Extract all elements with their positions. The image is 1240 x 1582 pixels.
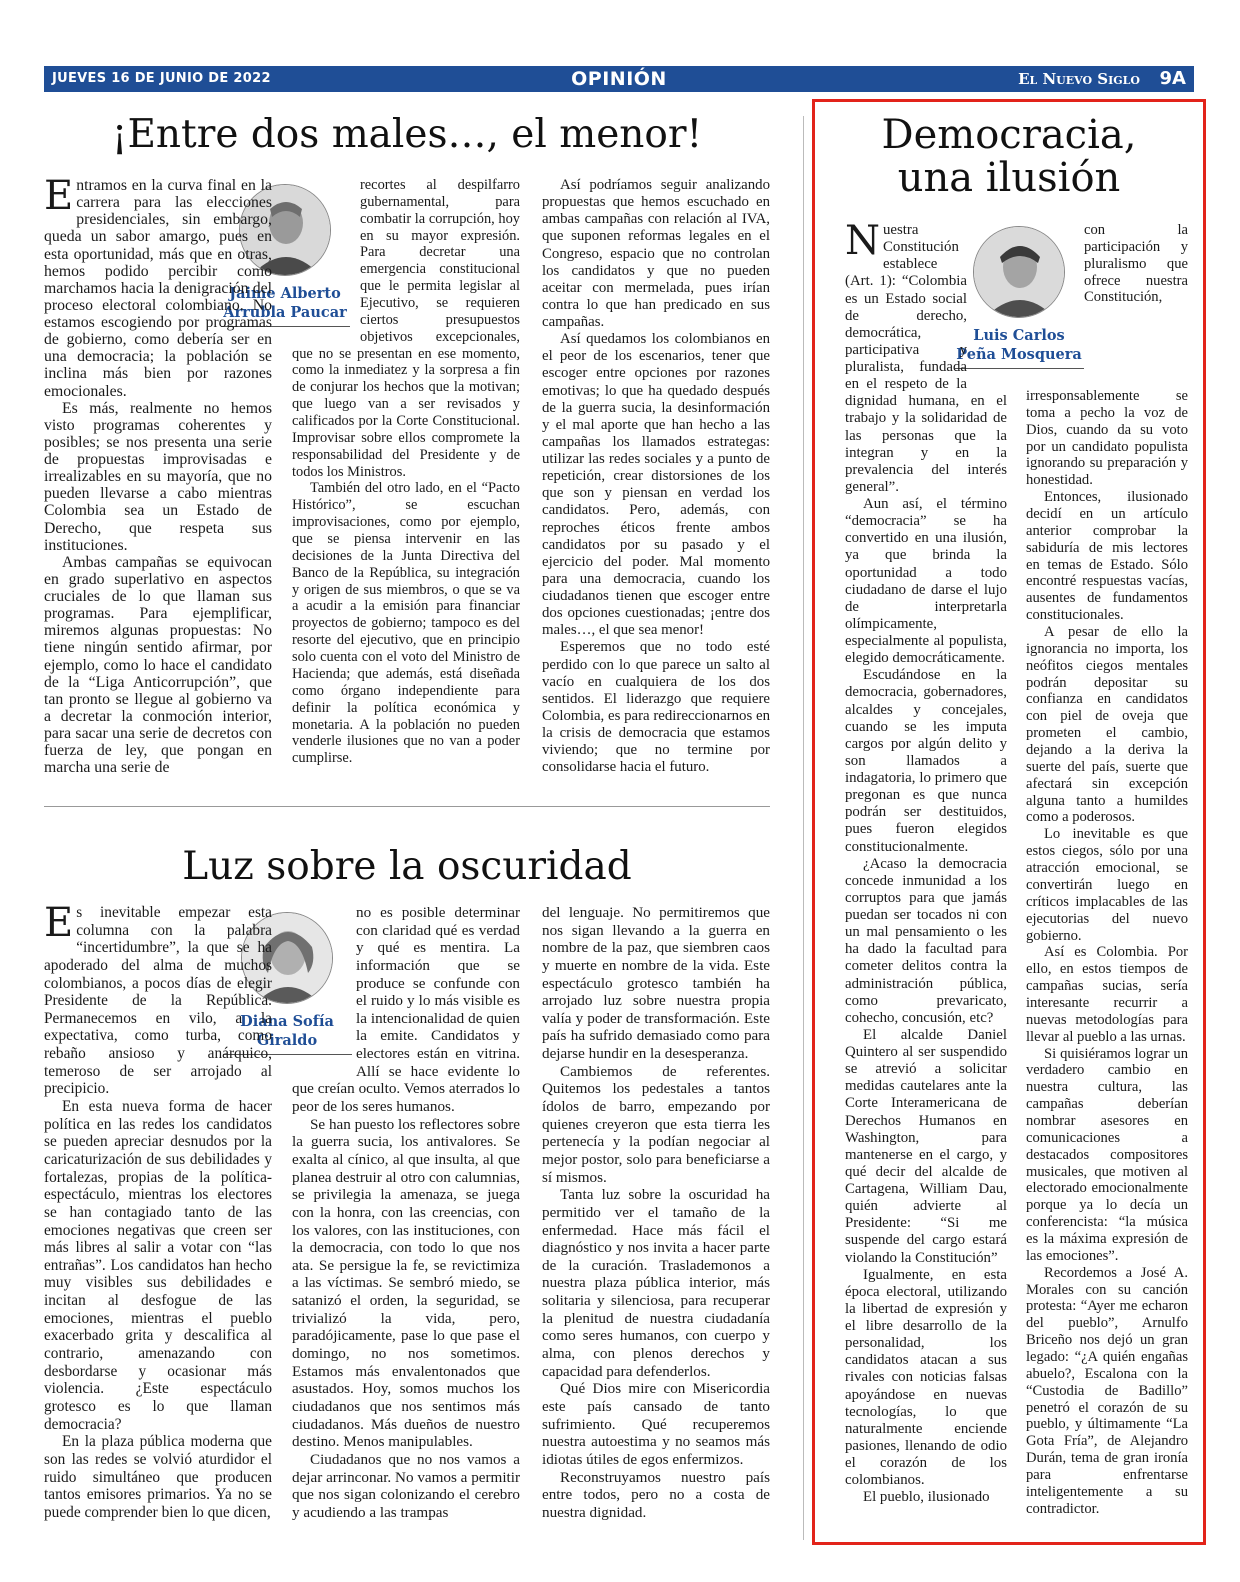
author-wrap-space xyxy=(292,904,356,1074)
author-name-line2: Arrubla Paucar xyxy=(223,304,347,321)
paragraph: El alcalde Daniel Quintero al ser suspendido se atrevió a solicitar medidas cautelares ante la Corte Interamericana de Derechos Humanos en Washington, para mantenerse en el cargo, y qué decir del alcalde de Cartagena, William Dau, quién advierte al Presidente: “Si me suspende del cargo estará violando la Constitución” xyxy=(845,1026,1007,1266)
paragraph: del lenguaje. No permitiremos que nos sigan llevando a la guerra en nombre de la paz, que siembren caos y muerte en nombre de la vida. Este espectáculo grotesco también ha arrojado luz sobre nuestra propia valía y poder de transformación. Este país ha sufrido demasiado como para dejarse hundir en la desesperanza. xyxy=(542,904,770,1063)
article2-column-3 xyxy=(542,904,770,1524)
paragraph: Así podríamos seguir analizando propuestas que hemos escuchado en ambas campañas con relación al IVA, que suponen reformas legales en el Congreso, espacio que no controlan los candidatos y que no pueden aceitar con mermelada, pues irían contra lo que han predicado en sus campañas. xyxy=(542,177,770,330)
paragraph: El pueblo, ilusionado xyxy=(863,1489,990,1506)
article2-column-1 xyxy=(44,904,272,1524)
paragraph: En esta nueva forma de hacer política en las redes los candidatos se pueden apreciar desnudos por la caricaturización de sus debilidades y fortalezas, propias de la política-espectáculo, mientras los electores se han contagiado tanto de las emociones negativas que creen ser más libres al salir a votar con “las entrañas”. Los candidatos han hecho muy visibles sus debilidades e incitan al desfogue de las emociones, mientras el pueblo exacerbado grita y descalifica al contrario, amenazando con desbordarse y ocasionar más violencia. ¿Este espectáculo grotesco es lo que llaman democracia? xyxy=(44,1098,272,1433)
paragraph: A pesar de ello la ignorancia no importa, los neófitos ciegos mentales podrán depositar su confianza en candidatos con piel de oveja que prometen el cambio, dejando a la deriva la suerte del país, suerte que afectará sin excepción alguna tanto a humildes como a poderosos. xyxy=(1026,624,1188,826)
paragraph-text: ntramos en la curva final en la carrera para las elecciones presidenciales, sin embargo, queda un sabor amargo, pues en esta oportunidad, más que en otras, hemos podido percibir como marchamos hacia la denigración del proceso electoral colombiano. No estamos escogiendo por programas de gobierno, como debería ser en una democracia; la población se inclina más bien por razones emocionales. xyxy=(44,177,272,400)
author-wrap-space xyxy=(292,177,360,339)
paragraph: Tanta luz sobre la oscuridad ha permitido ver el tamaño de la enfermedad. Hace más fácil el diagnóstico y nos invita a hacer parte de la curación. Traslademonos a nuestra plaza pública interior, más solitaria y silenciosa, para recuperar la plenitud de nuestra ciudadanía como seres humanos, con cuerpo y alma, con plenos derechos y capacidad para defenderlos. xyxy=(542,1186,770,1380)
author-name-line1: Diana Sofía xyxy=(240,1013,334,1030)
article3-title-line1: Democracia, xyxy=(881,112,1137,158)
article1-column-3 xyxy=(542,177,770,777)
paragraph: Es más, realmente no hemos visto programas coherentes y posibles; se nos presenta una serie de propuestas improvisadas e irrealizables en su mayoría, que no pueden llevarse a cabo mientras Colombia sea un Estado de Derecho, que respeta sus instituciones. xyxy=(44,399,272,554)
author-wrap-space xyxy=(967,222,1007,388)
article3-column-2 xyxy=(1026,222,1188,1532)
article2-title: Luz sobre la oscuridad xyxy=(182,844,632,889)
paragraph: Ambas campañas se equivocan en grado superlativo en aspectos cruciales de lo que llaman sus programas. Para ejemplificar, miremos algunas propuestas: No tiene ningún sentido afirmar, por ejemplo, como lo hace el candidato de la “Liga Anticorrupción”, que tan pronto se llegue al gobierno va a decretar la conmoción interior, para sacar una serie de decretos con fuerza de ley, que pongan en marcha una serie de xyxy=(44,553,272,777)
paragraph: Escudándose en la democracia, gobernadores, alcaldes y concejales, cuando se les imputa cargos por algún delito y son llamados a indagatoria, lo primero que pregonan es que nunca podrán ser destituidos, pues fueron elegidos constitucionalmente. xyxy=(845,667,1007,855)
newspaper-brand: El Nuevo Siglo xyxy=(1018,70,1140,88)
article3-column-1 xyxy=(845,222,1007,1532)
paragraph: Cambiemos de referentes. Quitemos los pedestales a tantos ídolos de barro, empezando por quienes creyeron que esta tierra les pertenecía y la podían negociar al mejor postor, solo para beneficiarse a sí mismos. xyxy=(542,1062,770,1186)
author-name-line2: Giraldo xyxy=(256,1032,318,1049)
paragraph: Qué Dios mire con Misericordia este país cansado de tanto sufrimiento. Qué recuperemos nuestra autoestima y no seamos más idiotas útiles de egos enfermizos. xyxy=(542,1380,770,1468)
paragraph: Aun así, el término “democracia” se ha convertido en una ilusión, ya que brinda la oportunidad a todo ciudadano de darse el lujo de interpretarla olímpicamente, especialmente al populista, elegido democráticamente. xyxy=(845,496,1007,667)
page-number: 9A xyxy=(1159,68,1186,89)
paragraph-text: uestra Constitución establece (Art. 1): “Colombia es un Estado social de derecho, democrática, participativa y pluralista, fundada en el respeto de la dignidad humana, en el trabajo y la solidaridad de las personas que la integran y en la prevalencia del interés general”. xyxy=(845,222,1007,495)
section-name: OPINIÓN xyxy=(571,68,667,90)
page-header xyxy=(44,66,1194,92)
paragraph: Así es Colombia. Por ello, en estos tiempos de campañas sucias, sería interesante recurrir a nuevas metodologías para llevar al pueblo a las urnas. xyxy=(1026,944,1188,1045)
paragraph: Si quisiéramos lograr un verdadero cambio en nuestra cultura, las campañas deberían nombrar asesores en comunicaciones a destacados compositores musicales, que motiven al electorado emocionalmente porque ya lo decía un conferencista: “la música es la máxima expresión de las emociones”. xyxy=(1026,1045,1188,1264)
paragraph: Reconstruyamos nuestro país entre todos, pero no a costa de nuestra dignidad. xyxy=(542,1468,770,1521)
article3-title xyxy=(818,114,1200,200)
paragraph: Lo inevitable es que estos ciegos, sólo por una atracción emocional, se convertirán luego en críticos implacables de las ejecutorias del nuevo gobierno. xyxy=(1026,826,1188,944)
paragraph: Se han puesto los reflectores sobre la guerra sucia, los antivalores. Se exalta al cínico, al que insulta, al que planea destruir al otro con calumnias, se privilegia la amenaza, se juega con la honra, con las creencias, con los valores, con las instituciones, con la democracia, con todo lo que nos ata. Se persigue la fe, se revictimiza a las víctimas. Se sembró miedo, se satanizó el orden, la seguridad, se trivializó la vida, pero, paradójicamente, pase lo que pase el domingo, no nos sometimos. Estamos más envalentonados que asustados. Hoy, somos muchos los ciudadanos que nos sentimos más ciudadanos. Más dueños de nuestro destino. Menos manipulables. xyxy=(292,1115,520,1451)
article1-column-2 xyxy=(292,177,520,777)
author-name-line1: Jaime Alberto xyxy=(229,285,341,302)
article3-title-line2: una ilusión xyxy=(897,155,1121,202)
article1-column-1 xyxy=(44,177,272,777)
paragraph: Así quedamos los colombianos en el peor de los escenarios, tener que escoger entre opciones por razones emotivas; lo que ha quedado después de la guerra sucia, la desinformación y el mal aporte que han hecho a las campañas los llamados estrategas: utilizar las redes sociales y a punto de repetición, crear distorsiones de los que son y piensan en verdad los candidatos. Pero, además, con reproches éticos frente ambos candidatos por su pasado y el ejercicio del poder. Mal momento para una democracia, cuando los ciudadanos tienen que escoger entre dos opciones cuestionadas; ¡entre dos males…, el que sea menor! xyxy=(542,331,770,639)
paragraph: Igualmente, en esta época electoral, utilizando la libertad de expresión y el libre desarrollo de la personalidad, los candidatos atacan a sus rivales con noticias falsas apoyándose en nuevas tecnologías, lo que naturalmente enciende pasiones, llenando de odio el corazón de los colombianos. xyxy=(845,1266,1007,1489)
paragraph: Esperemos que no todo esté perdido con lo que parece un salto al vacío en cualquiera de los dos sentidos. El liderazgo que requiere Colombia, es para redireccionarnos en la crisis de democracia que estamos viviendo; que no termine por consolidarse hacia el futuro. xyxy=(542,639,770,776)
paragraph: Recordemos a José A. Morales con su canción protesta: “Ayer me echaron del pueblo”, Arnulfo Briceño nos dejó un gran legado: “¿A quién engañas abuelo?, Escalona con la “Custodia de Badillo” penetró el corazón de su pueblo, y últimamente “La Gota Fría”, de Alejandro Durán, tema de gran ironía para enfrentarse inteligentemente a su contradictor. xyxy=(1026,1264,1188,1517)
article2-column-2 xyxy=(292,904,520,1524)
dropcap: E xyxy=(44,904,74,946)
article1-title: ¡Entre dos males…, el menor! xyxy=(111,112,703,157)
paragraph: Ciudadanos que no nos vamos a dejar arrinconar. No vamos a permitir que nos sigan colonizando el cerebro y acudiendo a las trampas xyxy=(292,1450,520,1521)
paragraph xyxy=(44,177,272,400)
dropcap: N xyxy=(845,222,880,264)
paragraph: ¿Acaso la democracia concede inmunidad a los corruptos para que jamás puedan ser tocados ni con un mal pensamiento o les ha dado la facultad para cometer delitos contra la administración pública, como prevaricato, cohecho, concusión, etc? xyxy=(845,855,1007,1026)
paragraph-text: s inevitable empezar esta columna con la palabra “incertidumbre”, la que se ha apoderado del alma de muchos colombianos, a pocos días de elegir Presidente de la República. Permanecemos en vilo, a la expectativa, como turba, como rebaño ansioso y anárquico, temeroso de ser arrojado al precipicio. xyxy=(44,904,272,1098)
issue-date: JUEVES 16 DE JUNIO DE 2022 xyxy=(52,71,271,86)
author-name-line1: Luis Carlos xyxy=(973,327,1065,344)
paragraph: con la participación y pluralismo que ofrece nuestra Constitución, irresponsablemente se toma a pecho la voz de Dios, cuando da su voto por un candidato populista ignorando su preparación y honestidad. xyxy=(1026,222,1188,489)
article-divider xyxy=(44,806,770,807)
author-name-line2: Peña Mosquera xyxy=(956,346,1082,363)
paragraph: También del otro lado, en el “Pacto Histórico”, se escuchan improvisaciones, como por ejemplo, que se piensa intervenir en las decisiones de la Junta Directiva del Banco de la República, su integración y origen de sus miembros, o que se va a acudir a la emisión para financiar proyectos de gobierno; tampoco es del resorte del ejecutivo, que en principio solo cuenta con el voto del Ministro de Hacienda; que además, está diseñada como órgano independiente para definir la política económica y monetaria. A la población no pueden venderle ilusiones que no van a poder cumplirse. xyxy=(292,480,520,767)
paragraph: En la plaza pública moderna que son las redes se volvió aturdidor el ruido simultáneo que producen tantos emisores primarios. Ya no se puede comprender bien lo que dicen, xyxy=(44,1433,272,1521)
paragraph: Entonces, ilusionado decidí en un artículo anterior comprobar la sabiduría de mis lectores en temas de Estado. Sólo encontré respuestas vacías, ausentes de fundamentos constitucionales. xyxy=(1026,489,1188,624)
column-divider xyxy=(803,116,804,1540)
paragraph: recortes al despilfarro gubernamental, para combatir la corrupción, hoy en su mayor expresión. Para decretar una emergencia constitucional que le permita legislar al Ejecutivo, se requieren ciertos presupuestos objetivos excepcionales, que no se presentan en ese momento, como la inmediatez y la sorpresa a fin de conjurar los hechos que la motivan; que luego van a ser revisados y calificados por la Corte Constitucional. Improvisar sobre ellos compromete la responsabilidad del Presidente y de todos los Ministros. xyxy=(292,177,520,480)
dropcap: E xyxy=(44,177,74,219)
paragraph: no es posible determinar con claridad qué es verdad y qué es mentira. La información que se produce se confunde con el ruido y lo más visible es la intencionalidad de quien la emite. Candidatos y electores están en vitrina. Allí se hace evidente lo que creían oculto. Vemos aterrados lo peor de los seres humanos. xyxy=(292,904,520,1116)
author-wrap-space xyxy=(1026,222,1084,388)
paragraph xyxy=(44,904,272,1098)
